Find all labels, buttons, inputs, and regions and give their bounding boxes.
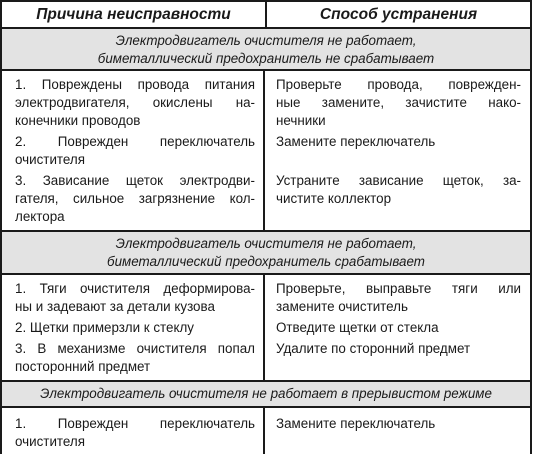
table-cell-remedy: Проверьте провода, поврежден- <box>276 77 521 92</box>
table-cell-remedy: Замените переключатель <box>276 416 436 431</box>
table-cell-cause: очистителя <box>15 152 85 167</box>
table-cell-cause: посторонний предмет <box>15 359 151 374</box>
table-cell-cause: 3. Зависание щеток электродви- <box>15 173 255 188</box>
table-cell-remedy: замените очиститель <box>276 299 408 314</box>
table-cell-cause: электродвигателя, окислены на- <box>15 95 255 110</box>
table-cell-cause: очистителя <box>15 434 85 449</box>
table-header <box>2 0 532 29</box>
table-cell-cause: лектора <box>15 209 65 224</box>
table-cell-remedy: Устраните зависание щеток, за- <box>276 173 521 188</box>
remedy-column-header: Способ устранения <box>319 6 478 23</box>
table-cell-cause: 2. Щетки примерзли к стеклу <box>15 320 194 335</box>
table-cell-cause: 1. Тяги очистителя деформирова- <box>15 281 255 296</box>
table-cell-remedy: чистите коллектор <box>276 191 392 206</box>
table-cell-remedy: ные замените, зачистите нако- <box>276 95 521 110</box>
section-body <box>2 408 530 454</box>
section-body <box>2 71 530 232</box>
table-cell-remedy: Замените переключатель <box>276 134 436 149</box>
section-heading: Электродвигатель очистителя не работает, биметаллический предохранитель не срабатывает <box>2 29 530 71</box>
table-cell-cause: 1. Повреждены провода питания <box>15 77 255 92</box>
section-body <box>2 275 530 382</box>
table-cell-cause: конечники проводов <box>15 113 141 128</box>
section-heading: Электродвигатель очистителя не работает в прерывистом режиме <box>2 382 530 408</box>
table-cell-cause: 2. Поврежден переключатель <box>15 134 255 149</box>
table-cell-cause: ны и задевают за детали кузова <box>15 299 215 314</box>
table-cell-cause: 1. Поврежден переключатель <box>15 416 255 431</box>
cause-column-header: Причина неисправности <box>36 6 231 23</box>
table-cell-cause: гателя, сильное загрязнение кол- <box>15 191 255 206</box>
table-cell-remedy: Проверьте, выправьте тяги или <box>276 281 521 296</box>
table-cell-remedy: нечники <box>276 113 326 128</box>
table-cell-remedy: Отведите щетки от стекла <box>276 320 439 335</box>
section-heading: Электродвигатель очистителя не работает, биметаллический предохранитель срабатывает <box>2 232 530 275</box>
table-cell-cause: 3. В механизме очистителя попал <box>15 341 255 356</box>
table-cell-remedy: Удалите по сторонний предмет <box>276 341 471 356</box>
